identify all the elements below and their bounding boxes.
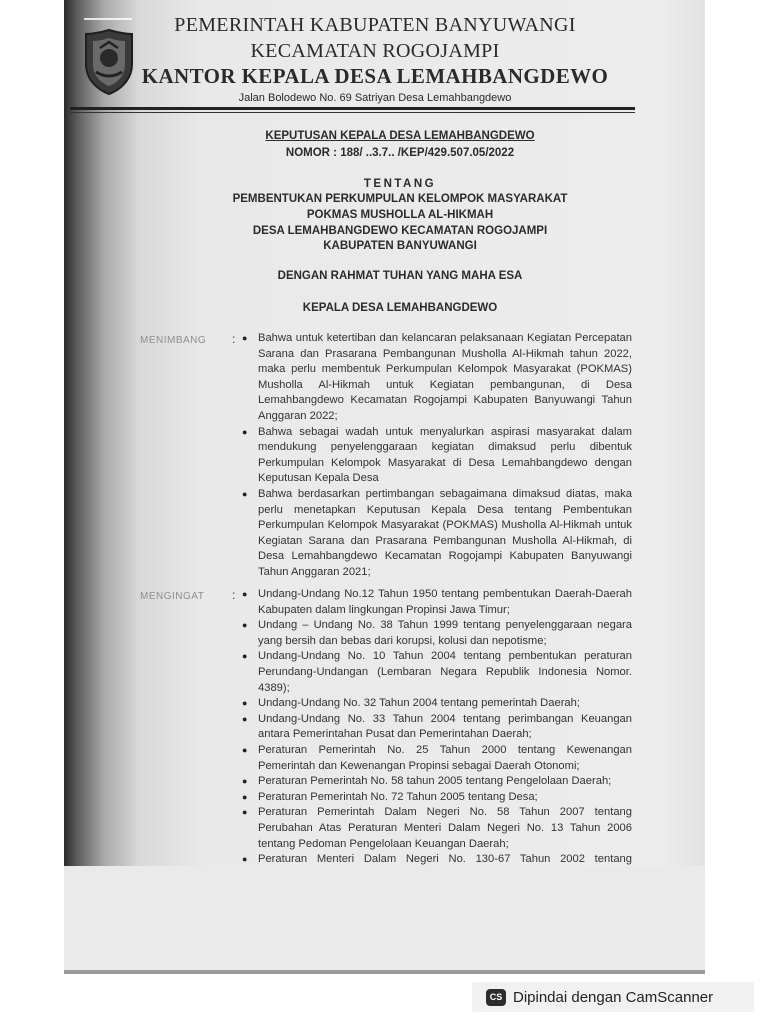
camscanner-watermark: [472, 982, 754, 1012]
list-item: ● Peraturan Pemerintah No. 72 Tahun 2005 tentang Desa;: [240, 790, 632, 806]
menimbang-label: MENIMBANG: [140, 335, 207, 346]
list-item: ● Peraturan Pemerintah Dalam Negeri No. 58 Tahun 2007 tentang Perubahan Atas Peraturan Menteri Dalam Negeri No. 13 Tahun 2006 tentang Pedoman Pengelolaan Keuangan Daerah;: [240, 805, 632, 852]
header-rule-thin: [70, 112, 635, 113]
list-item: ● Bahwa untuk ketertiban dan kelancaran pelaksanaan Kegiatan Percepatan Sarana dan Prasarana Pembangunan Musholla Al-Hikmah tahun 2022, maka perlu membentuk Perkumpulan Kelompok Masyarakat (POKMAS) Musholla Al-Hikmah untuk Kegiatan pembangunan, di Desa Lemahbangdewo Kecamatan Rogojampi Kabupaten Banyuwangi Tahun Anggaran 2022;: [240, 331, 632, 425]
camscanner-logo-icon: CS: [486, 989, 506, 1006]
header-district: KECAMATAN ROGOJAMPI: [250, 40, 500, 62]
decree-tentang: TENTANG: [363, 178, 437, 190]
decree-number: NOMOR : 188/ ..3.7.. /KEP/429.507.05/2022: [285, 147, 515, 159]
decree-subject-line: POKMAS MUSHOLLA AL-HIKMAH: [306, 209, 494, 221]
list-item: ● Peraturan Menteri Dalam Negeri No. 130-67 Tahun 2002 tentang: [240, 852, 632, 883]
decree-subject-line: KABUPATEN BANYUWANGI: [323, 240, 477, 252]
menimbang-list: [240, 331, 632, 581]
header-rule-thick: [70, 107, 635, 110]
list-item: ● Undang-Undang No. 33 Tahun 2004 tentang perimbangan Keuangan antara Pemerintahan Pusat dan Pemerintahan Daerah;: [240, 712, 632, 743]
camscanner-text: Dipindai dengan CamScanner: [513, 988, 714, 1006]
list-item: ● Peraturan Pemerintah No. 25 Tahun 2000 tentang Kewenangan Pemerintah dan Kewenangan Propinsi sebagai Daerah Otonomi;: [240, 743, 632, 774]
mengingat-label: MENGINGAT: [140, 591, 205, 602]
list-item: ● Peraturan Pemerintah No. 58 tahun 2005 tentang Pengelolaan Daerah;: [240, 774, 632, 790]
page-blank-area: [64, 866, 705, 970]
list-item: ● Bahwa berdasarkan pertimbangan sebagaimana dimaksud diatas, maka perlu menetapkan Keputusan Kepala Desa tentang Pembentukan Perkumpulan Kelompok Masyarakat (POKMAS) Musholla Al-Hikmah untuk Kegiatan Sarana dan Prasarana Pembangunan Musholla Al-Hikmah, di Desa Lemahbangdewo Kecamatan Rogojampi Kabupaten Banyuwangi Tahun Anggaran 2021;: [240, 487, 632, 581]
list-item: ● Undang-Undang No. 32 Tahun 2004 tentang pemerintah Daerah;: [240, 696, 632, 712]
decree-blessing: DENGAN RAHMAT TUHAN YANG MAHA ESA: [277, 270, 523, 282]
list-item: ● Bahwa sebagai wadah untuk menyalurkan aspirasi masyarakat dalam mendukung penyelenggaraan kegiatan dimaksud perlu dibentuk Perkumpulan Kelompok Masyarakat di Desa Lemahbangdewo dengan Keputusan Kepala Desa: [240, 425, 632, 487]
header-government: PEMERINTAH KABUPATEN BANYUWANGI: [174, 14, 576, 36]
page-edge-mark: [84, 18, 132, 20]
list-item: ● Undang-Undang No. 10 Tahun 2004 tentang pembentukan peraturan Perundang-Undangan (Lembaran Negara Republik Indonesia Nomor. 4389);: [240, 649, 632, 696]
decree-authority: KEPALA DESA LEMAHBANGDEWO: [302, 302, 498, 314]
list-item: ● Undang-Undang No.12 Tahun 1950 tentang pembentukan Daerah-Daerah Kabupaten dalam lingkungan Propinsi Jawa Timur;: [240, 587, 632, 618]
regency-seal-icon: [82, 26, 136, 96]
mengingat-colon: :: [232, 588, 236, 602]
page-shadow: [64, 970, 705, 974]
decree-subject-line: DESA LEMAHBANGDEWO KECAMATAN ROGOJAMPI: [252, 225, 548, 237]
menimbang-colon: :: [232, 332, 236, 346]
header-address: Jalan Bolodewo No. 69 Satriyan Desa Lemahbangdewo: [238, 92, 512, 104]
mengingat-list: [240, 587, 632, 883]
header-office: KANTOR KEPALA DESA LEMAHBANGDEWO: [141, 64, 609, 88]
decree-subject-line: PEMBENTUKAN PERKUMPULAN KELOMPOK MASYARAKAT: [232, 193, 568, 205]
list-item: ● Undang – Undang No. 38 Tahun 1999 tentang penyelenggaraan negara yang bersih dan bebas dari korupsi, kolusi dan nepotisme;: [240, 618, 632, 649]
decree-title: KEPUTUSAN KEPALA DESA LEMAHBANGDEWO: [265, 130, 535, 142]
